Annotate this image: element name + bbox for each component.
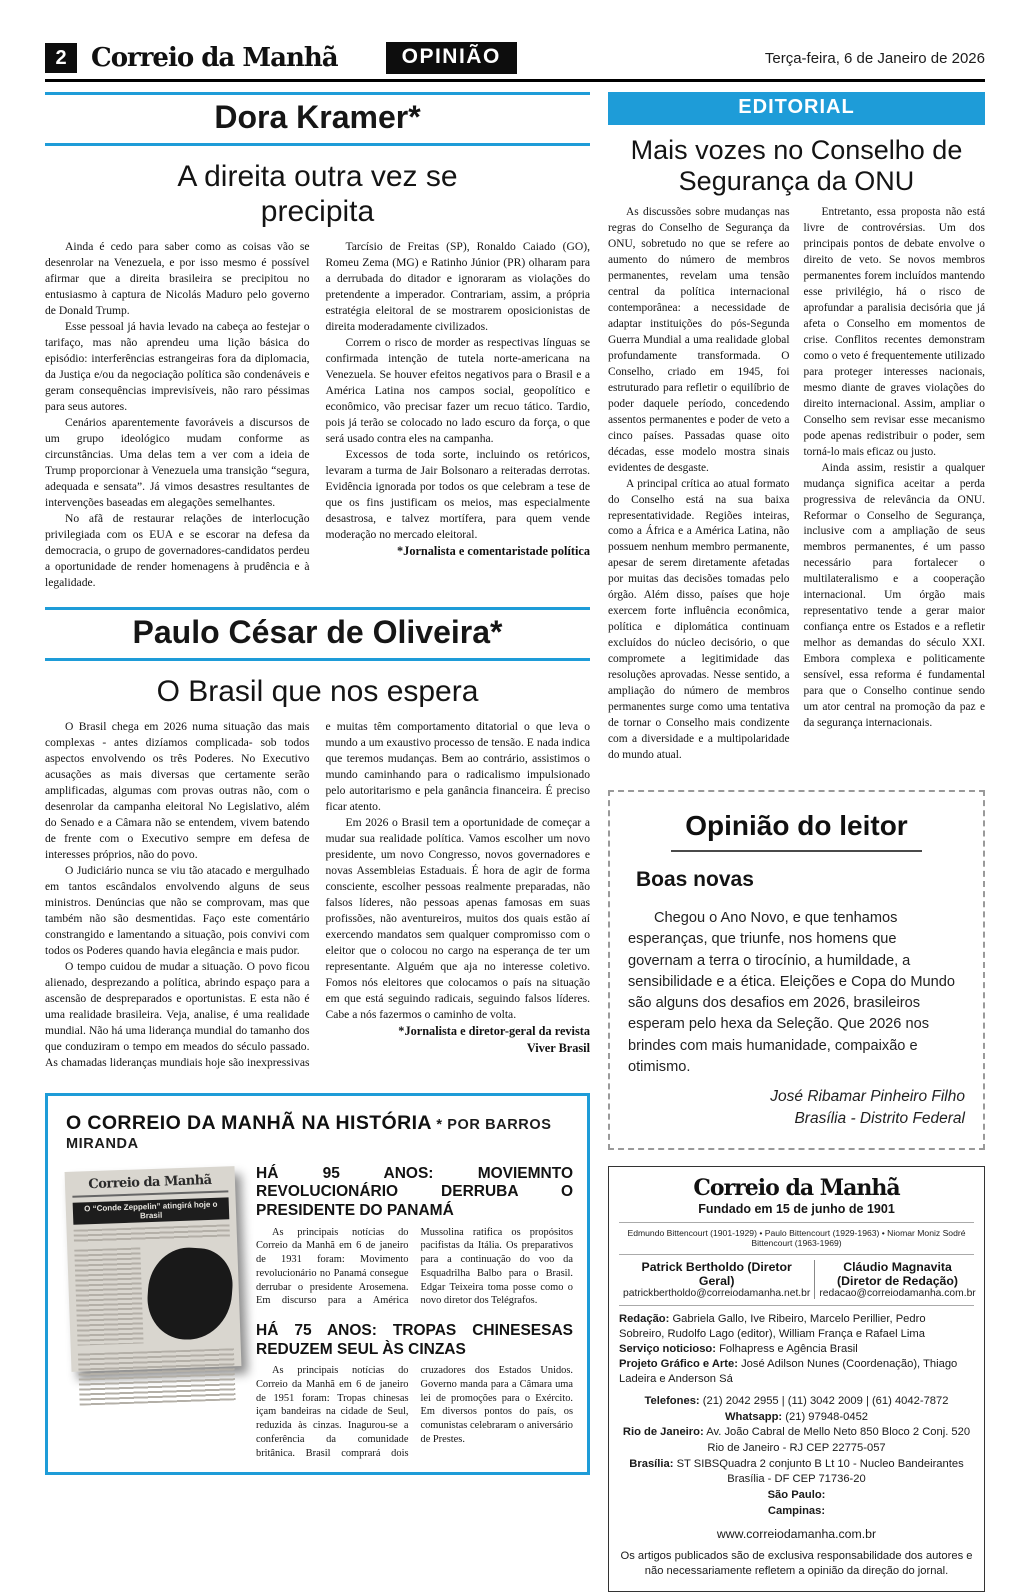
contact-line [619,1457,974,1473]
contact-label: Rio de Janeiro: [622,1426,704,1439]
director-general [619,1260,814,1299]
contact-text: ST SIBSQuadra 2 conjunto B Lt 10 - Nucleo Bandeirantes [676,1457,964,1470]
paragraph: Entretanto, essa proposta não está livre de controvérsias. Um dos principais pontos de debate envolve o direito de veto. Se novos membros permanentes forem incluídos mantendo esse privilégio, há o risco de aprofundar a paralisia decisória que já afeta o Conselho em momentos de crise. Conflitos recentes demonstram como o veto é frequentemente utilizado para proteger interesses nacionais, mesmo diante de graves violações do direito internacional. Assim, ampliar o Conselho sem revisar esse mecanismo pode apenas redistribuir o poder, sem torná-lo mais eficaz ou justo. [803,206,985,458]
history-box [45,1093,590,1476]
masthead-staff [619,1305,974,1386]
reader-opinion-title: Opinião do leitor [671,810,921,852]
article-title: A direita outra vez se precipita [177,160,458,228]
staff-text: Folhapress e Agência Brasil [719,1343,858,1356]
article-title: O Brasil que nos espera [156,674,479,708]
history-title: O CORREIO DA MANHÃ NA HISTÓRIA [66,1111,432,1134]
right-column [608,92,985,1592]
contact-text: (21) 97948-0452 [785,1410,869,1423]
director-name: Patrick Bertholdo (Diretor Geral) [641,1260,792,1289]
newspaper-text-noise [74,1224,230,1243]
reader-opinion-box [608,790,985,1150]
masthead-directors [619,1260,974,1299]
contact-label: Campinas: [767,1504,826,1517]
contact-text: Brasília - DF CEP 71736-20 [727,1473,866,1486]
history-title-row [66,1112,573,1153]
contact-line [619,1441,974,1457]
history-article-title: HÁ 95 ANOS: MOVIEMNTO REVOLUCIONÁRIO DERRUBA O PRESIDENTE DO PANAMÁ [256,1164,573,1219]
author-headline: Paulo César de Oliveira* [132,613,503,650]
history-article-body [256,1226,573,1308]
contact-label: Brasília: [629,1457,674,1470]
contact-text: (21) 2042 2955 | (11) 3042 2009 | (61) 4042-7872 [702,1394,949,1407]
contact-line [619,1504,974,1520]
letter-author: José Ribamar Pinheiro Filho [770,1088,965,1106]
history-article-1931 [256,1165,573,1308]
contact-line [619,1394,974,1410]
editorial-body [608,205,985,764]
history-content [62,1165,573,1461]
director-email: redacao@correiodamanha.com.br [819,1288,976,1300]
staff-label: Serviço noticioso: [619,1343,716,1356]
newspaper-text-noise [74,1247,143,1345]
letter-body: Chegou o Ano Novo, e que tenhamos esperanças, que triunfe, nos homens que governam a terra o tirocínio, a humildade, a sensibilidade e a ética. Eleições e Copa do Mundo são alguns dos desafios em 2026, brasileiros esperam pelo hexa da Seleção. Que 2026 nos brindes com mais humanidade, compaixão e otimismo. [628,910,955,1076]
director-email: patrickbertholdo@correiodamanha.net.br [623,1288,811,1300]
paragraph: Em 2026 o Brasil tem a oportunidade de começar a mudar sua realidade política. Vamos escolher um novo presidente, um novo Congresso, novos governadores e novas Assembleias Estaduais. É hora de agir de forma consciente, escolher pessoas realmente preparadas, não falsos líderes, não pessoas apenas famosas em suas profissões, não aventureiros, muitos dos quais estão aí exercendo mandatos sem qualquer compromisso com o eleitor que o colocou no cargo na esperança de ter um representante. Alguém que aja no interesse coletivo. Fomos nós eleitores que colocamos o país na situação em que está seguindo radicais, seguindo falsos líderes. Cabe a nós fazermos o caminho de volta. [325,816,590,1021]
editorial-article [608,92,985,764]
staff-text: José Adilson Nunes (Coordenação), Thiago Ladeira e Anderson Sá [619,1358,958,1385]
article-body [45,239,590,591]
history-byline: * POR BARROS MIRANDA [66,1116,552,1152]
header-divider [45,79,985,82]
history-articles [256,1165,573,1461]
left-column [45,92,590,1475]
newspaper-text-noise [78,1348,236,1405]
masthead-box [608,1166,985,1591]
staff-line [619,1342,974,1357]
editorial-title: Mais vozes no Conselho de Segurança da ONU [630,135,963,197]
paragraph: A principal crítica ao atual formato do Conselho está na sua baixa representatividade. Regiões inteiras, como a África e a América Latina, não possuem nenhum membro permanente, apesar de serem diretamente afetadas por muitas das decisões tomadas pelo órgão. Além disso, países que hoje exercem forte influência econômica, política e diplomática continuam excluídos do núcleo decisório, o que compromete a legitimidade das resoluções aprovadas. Nesse sentido, a ampliação do número de membros permanentes surge como uma tentativa de tornar o Conselho mais condizente com a diversidade e a multipolaridade do mundo atual. [608,477,790,762]
staff-label: Projeto Gráfico e Arte: [619,1358,738,1371]
masthead-founders: Edmundo Bittencourt (1901-1929) • Paulo Bittencourt (1929-1963) • Niomar Moniz Sodré Bittencourt (1963-1969) [627,1228,966,1249]
newspaper-nameplate: Correio da Manhã [72,1172,229,1197]
newspaper-photo-blob [144,1245,235,1343]
contact-line [619,1425,974,1441]
newspaper-headline: O “Conde Zeppelin” atingirá hoje o Brasil [73,1197,230,1224]
letter-signature [628,1086,965,1130]
masthead-disclaimer: Os artigos publicados são de exclusiva responsabilidade dos autores e não necessariamente refletem a opinião da direção do jornal. [620,1550,973,1577]
page-header [45,40,985,76]
page-number: 2 [45,43,77,73]
paragraph: Tarcísio de Freitas (SP), Ronaldo Caiado (GO), Romeu Zema (MG) e Ratinho Júnior (PR) olharam para a derrubada do ditador e ignoraram as violações do pretendente a imperador. Contrariam, assim, a própria estratégia eleitoral de se mostrarem oposicionistas de direita moderadamente civilizados. [325,240,590,333]
contact-line [619,1410,974,1426]
staff-line [619,1312,974,1342]
blue-divider [45,658,590,661]
section-label: OPINIÃO [386,42,517,74]
contact-label: São Paulo: [767,1488,826,1501]
masthead-website: www.correiodamanha.com.br [716,1527,877,1542]
newspaper-middle [74,1244,233,1345]
paragraph: Ainda assim, resistir a qualquer mudança significa aceitar a perda progressiva de relevância da ONU. Reformar o Conselho de Segurança, inclusive com a ampliação de seus membros permanentes, é um passo necessário para fortalecer o multilateralismo e a cooperação internacional. Um órgão mais representativo tende a gerar maior confiança entre os Estados e a refletir melhor as demandas do século XXI. Embora complexa e politicamente sensível, essa reforma é fundamental para que o Conselho continue sendo um ator central na promoção da paz e da segurança internacionais. [803,461,985,730]
newspaper-logo: Correio da Manhã [91,43,338,73]
staff-text: Gabriela Gallo, Ive Ribeiro, Marcelo Perillier, Pedro Sobreiro, Rudolfo Lago (editor), William França e Rafael Lima [619,1313,926,1341]
masthead-logo: Correio da Manhã [693,1175,900,1202]
contact-label: Telefones: [644,1394,700,1407]
director-name: Cláudio Magnavita (Diretor de Redação) [837,1260,958,1289]
masthead-contacts [619,1394,974,1519]
paragraph: O Judiciário nunca se viu tão atacado e mergulhado em tantos escândalos envolvendo alguns de seus ministros. Denúncias que não se comprovam, mas que também não são desmentidas. Faço este comentário constrangido e lamentando a situação, pois convivi com todos os Poderes quando havia elegância e mais pudor. [45,864,310,957]
paragraph: Correm o risco de morder as respectivas línguas se confirmada intenção de tutela norte-americana na Venezuela. Se houver efeitos negativos para o Brasil e a América Latina nos campos social, geopolítico e econômico, vão precisar fazer um recuo tático. Tardio, pois já terão se colocado no lado escuro da força, o que será usado contra eles na campanha. [325,335,590,445]
letter-title: Boas novas [636,868,754,891]
history-article-body [256,1364,573,1460]
contact-line [619,1488,974,1504]
editorial-label: EDITORIAL [608,92,985,125]
paragraph: As principais notícias do Correio da Manhã em 6 de janeiro de 1931 foram: Movimento revolucionário no Panamá consegue derrubar o presidente Arosemena. Em discurso para a América Mussolina ratifica os propósitos pacifistas da Itália. Os preparativos para a continuação do voo da Esquadrilha Balbo para o Brasil. Edgar Teixeira toma posse como o novo diretor dos Telégrafos. [256,1226,573,1307]
masthead-divider [619,1222,974,1223]
paragraph: O tempo cuidou de mudar a situação. O povo ficou alienado, desprezando a política, abrindo espaço para a ascensão de despreparados e oportunistas. E esta não é uma realidade brasileira. Veja, analise, é uma realidade mundial. Não há uma liderança mundial do tamanho dos que conduziram o tempo em meados do século passado. As chamadas lideranças mundiais hoje são inexpressivas e muitas têm comportamento ditatorial o que leva o mundo a um exaustivo processo de tensão. E nada indica que teremos mudanças. Bem ao contrário, assistimos o mundo caminhando para o radicalismo impulsionado pelo autoritarismo e pela ganância financeira. É preciso ficar atento. [45,720,590,1069]
letter-location: Brasília - Distrito Federal [794,1110,965,1128]
paragraph: Excessos de toda sorte, incluindo os retóricos, levaram a turma de Jair Bolsonaro a reiteradas derrotas. Evidência ignorada por todos os que celebram a tese de que os fins justificam os meios, mas especialmente desastrosa, e talvez mortífera, para quem vende moderação no mercado eleitoral. [325,447,590,541]
blue-divider [45,143,590,146]
paragraph: As principais notícias do Correio da Manhã em 6 de janeiro de 1951 foram: Tropas chinesas içam bandeiras na cidade de Seul, reduzida às cinzas. Inagurou-se a conferência da comunidade britânica. Brasil comprará dois cruzadores dos Estados Unidos. Governo manda para a Câmara uma lei de promoções para o Exército. Em diversos pontos do país, os comunistas celebraram o aniversário de Prestes. [256,1365,573,1459]
contact-text: Rio de Janeiro - RJ CEP 22775-057 [707,1441,886,1454]
paragraph: O Brasil chega em 2026 numa situação das mais complexas - antes dizíamos complicada- sob todos aspectos envolvendo os três Poderes. No Executivo acusações as mais diversas que certamente serão amplificadas, algumas com provas outras não, com o desenrolar da campanha eleitoral No Legislativo, além do Senado e a Câmara não se entendem, vivem batendo de frente com o Executivo sempre em defesa de interesses próprios, não do povo. [45,720,310,862]
history-article-title: HÁ 75 ANOS: TROPAS CHINESESAS REDUZEM SEUL ÀS CINZAS [256,1322,573,1358]
director-editorial [814,1260,979,1299]
contact-label: Whatsapp: [724,1410,783,1423]
author-headline: Dora Kramer* [214,99,421,135]
history-article-1951 [256,1322,573,1460]
paragraph: Cenários aparentemente favoráveis a discursos de um grupo ideológico mudam conforme as circunstâncias. Uma delas tem a ver com a ideia de Trump proporcionar à Venezuela uma transição “segura, adequada e sensata”. Já vimos desastres resultantes de intervenções baseadas em alegações semelhantes. [45,415,310,509]
contact-text: Av. João Cabral de Mello Neto 850 Bloco 2 Conj. 520 [706,1426,971,1439]
staff-line [619,1357,974,1387]
masthead-divider [619,1254,974,1255]
article-paulo-cesar [45,607,590,1071]
contact-line [619,1472,974,1488]
staff-label: Redação: [619,1313,670,1326]
author-signature: *Jornalista e diretor-geral da revista [398,1023,590,1038]
historical-newspaper-image [65,1166,242,1372]
paragraph: Ainda é cedo para saber como as coisas vão se desenrolar na Venezuela, e por isso mesmo é possível afirmar que a direita brasileira se precipitou no entusiasmo à captura de Nicolás Maduro pelo governo de Donald Trump. [45,240,310,317]
paragraph: Esse pessoal já havia levado na cabeça ao festejar o tarifaço, mas não aprendeu uma lição básica do episódio: interferências estrangeiras fora da diplomacia, da Justiça e/ou da negociação política são condenáveis e geram consequências imprevisíveis, não raro péssimas para seus autores. [45,319,310,413]
masthead-founded: Fundado em 15 de junho de 1901 [698,1202,895,1217]
author-signature-magazine: Viver Brasil [526,1040,590,1055]
paragraph: As discussões sobre mudanças nas regras do Conselho de Segurança da ONU, sobretudo no que se refere ao aumento do número de membros permanentes, revelam uma tensão central da política internacional contemporânea: a necessidade de adaptar instituições do pós-Segunda Guerra Mundial a uma realidade global profundamente transformada. O Conselho, criado em 1945, foi estruturado para refletir o equilíbrio de poder daquele período, concedendo assentos permanentes e poder de veto a cinco países. Passadas quase oito décadas, esse modelo mostra sinais evidentes de desgaste. [608,206,790,474]
article-dora-kramer [45,92,590,591]
edition-date: Terça-feira, 6 de Janeiro de 2026 [764,49,985,67]
author-signature: *Jornalista e comentaristade política [397,543,590,558]
article-body [45,719,590,1071]
paragraph: No afã de restaurar relações de interlocução privilegiada com os EUA e se escorar na defesa da democracia, o grupo de governadores-candidatos perdeu a oportunidade de render homenagens à prudência e à legalidade. [45,511,310,589]
